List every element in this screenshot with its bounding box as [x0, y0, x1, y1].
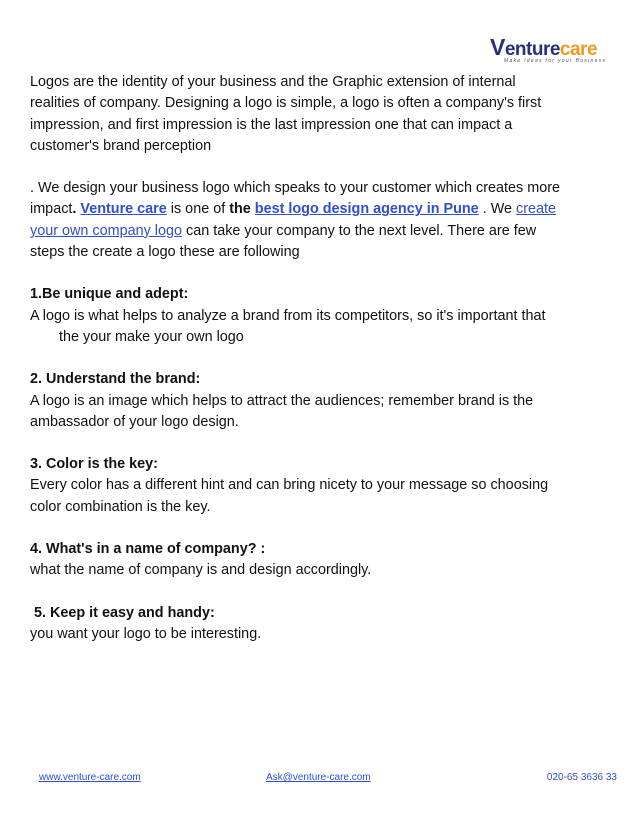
step-line: what the name of company is and design accordingly.	[30, 562, 372, 579]
services-paragraph	[30, 178, 608, 263]
step-text	[30, 475, 608, 518]
document-body	[30, 72, 608, 645]
step-heading-text: 5. Keep it easy and handy:	[30, 604, 215, 621]
step-heading: 1.Be unique and adept:	[30, 286, 189, 303]
create-logo-link-cont[interactable]: your own company logo	[30, 222, 182, 239]
venturecare-logo	[490, 34, 607, 66]
intro-line: realities of company. Designing a logo is simple, a logo is often a company's first	[30, 95, 542, 112]
step-line: color combination is the key.	[30, 498, 211, 515]
logo-initial: V	[490, 34, 505, 60]
services-text: steps the create a logo these are following	[30, 244, 300, 261]
step-line: ambassador of your logo design.	[30, 413, 239, 430]
create-logo-link[interactable]: create	[516, 201, 557, 218]
intro-line: impression, and first impression is the last impression one that can impact a	[30, 116, 513, 133]
services-text: impact	[30, 201, 73, 218]
step-text	[30, 306, 608, 349]
step-1	[30, 284, 608, 348]
step-text	[30, 560, 608, 581]
step-2	[30, 369, 608, 433]
intro-paragraph	[30, 72, 608, 157]
step-heading: 4. What's in a name of company? :	[30, 541, 266, 558]
step-text	[30, 391, 608, 434]
step-text	[30, 624, 608, 645]
step-line: A logo is what helps to analyze a brand from its competitors, so it's important that	[30, 307, 546, 324]
services-text: .	[72, 201, 81, 218]
step-heading: 2. Understand the brand:	[30, 371, 201, 388]
step-line: A logo is an image which helps to attract the audiences; remember brand is the	[30, 392, 534, 409]
step-4	[30, 539, 608, 582]
step-line: Every color has a different hint and can bring nicety to your message so choosing	[30, 477, 549, 494]
footer-phone: 020-65 3636 33	[546, 772, 617, 783]
intro-line: Logos are the identity of your business and the Graphic extension of internal	[30, 74, 516, 90]
services-text: the	[229, 201, 255, 218]
services-text: . We design your business logo which speaks to your customer which creates more	[30, 180, 561, 197]
logo-part1: enture	[504, 39, 560, 60]
step-line: you want your logo to be interesting.	[30, 625, 262, 642]
page-footer	[0, 772, 638, 788]
logo-tagline: Make Ideas for your Business	[504, 58, 607, 64]
services-text: . We	[478, 201, 517, 218]
step-heading	[30, 603, 608, 624]
step-heading: 3. Color is the key:	[30, 456, 158, 473]
best-logo-agency-link[interactable]: best logo design agency in Pune	[254, 201, 479, 218]
logo-part2: care	[559, 39, 598, 60]
step-3	[30, 454, 608, 518]
services-text: is one of	[166, 201, 230, 218]
venture-care-link[interactable]: Venture care	[80, 201, 167, 218]
services-text: can take your company to the next level. There are few	[182, 222, 537, 239]
step-5	[30, 603, 608, 646]
intro-line: customer's brand perception	[30, 137, 212, 154]
footer-email-link[interactable]: Ask@venture-care.com	[266, 772, 371, 783]
step-line: the your make your own logo	[59, 328, 244, 345]
footer-website-link[interactable]: www.venture-care.com	[39, 772, 141, 783]
